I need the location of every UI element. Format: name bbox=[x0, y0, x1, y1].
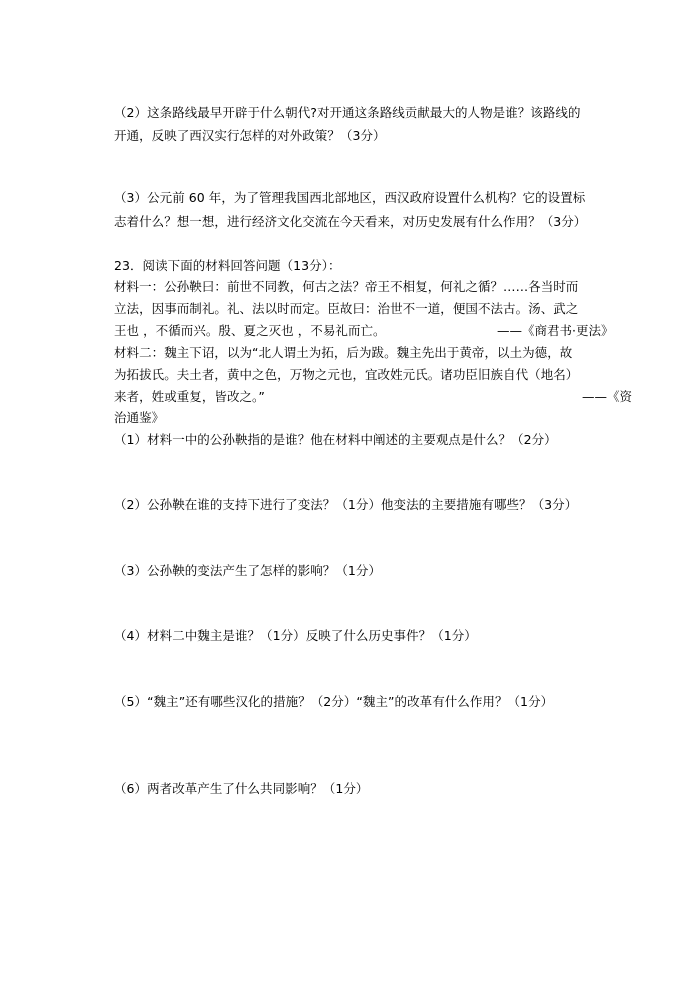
q23-question-1: （1）材料一中的公孙鞅指的是谁？他在材料中阐述的主要观点是什么？（2分） bbox=[114, 432, 557, 447]
q23-question-5: （5）“魏主”还有哪些汉化的措施？（2分）“魏主”的改革有什么作用？（1分） bbox=[114, 694, 554, 709]
q22-part3-line2: 志着什么？想一想，进行经济文化交流在今天看来，对历史发展有什么作用？（3分） bbox=[114, 214, 587, 229]
q23-material1-line1: 材料一：公孙鞅曰：前世不同教，何古之法？帝王不相复，何礼之循？……各当时而 bbox=[114, 279, 579, 294]
q23-question-6: （6）两者改革产生了什么共同影响？（1分） bbox=[114, 781, 369, 796]
q23-question-4: （4）材料二中魏主是谁？（1分）反映了什么历史事件？（1分） bbox=[114, 628, 477, 643]
q23-question-3: （3）公孙鞅的变法产生了怎样的影响？（1分） bbox=[114, 563, 382, 578]
q23-heading: 23．阅读下面的材料回答问题（13分）： bbox=[114, 258, 341, 273]
q23-material2-line1: 材料二：魏主下诏，以为“北人谓土为拓，后为跋。魏主先出于黄帝，以土为德，故 bbox=[114, 345, 573, 360]
q23-material2-source-a: ——《资 bbox=[582, 389, 633, 404]
q23-material1-line3: 王也 ，不循而兴。殷、夏之灭也 ，不易礼而亡。 bbox=[114, 323, 386, 338]
q23-question-2: （2）公孙鞅在谁的支持下进行了变法？（1分）他变法的主要措施有哪些？（3分） bbox=[114, 497, 578, 512]
q22-part2-line2: 开通，反映了西汉实行怎样的对外政策？（3分） bbox=[114, 128, 386, 143]
q23-material2-source-b: 治通鉴》 bbox=[114, 410, 165, 425]
q23-material1-source: ——《商君书·更法》 bbox=[497, 323, 614, 338]
q22-part2-line1: （2）这条路线最早开辟于什么朝代?对开通这条路线贡献最大的人物是谁？该路线的 bbox=[114, 105, 581, 120]
q22-part3-line1: （3）公元前 60 年，为了管理我国西北部地区，西汉政府设置什么机构？它的设置标 bbox=[114, 190, 586, 205]
q23-material2-line3: 来者，姓或重复，皆改之。” bbox=[114, 389, 265, 404]
q23-material1-line2: 立法，因事而制礼。礼、法以时而定。臣故曰：治世不一道，便国不法古。汤、武之 bbox=[114, 301, 579, 316]
q23-material2-line2: 为拓拔氏。夫土者，黄中之色，万物之元也，宜改姓元氏。诸功臣旧族自代（地名） bbox=[114, 367, 579, 382]
